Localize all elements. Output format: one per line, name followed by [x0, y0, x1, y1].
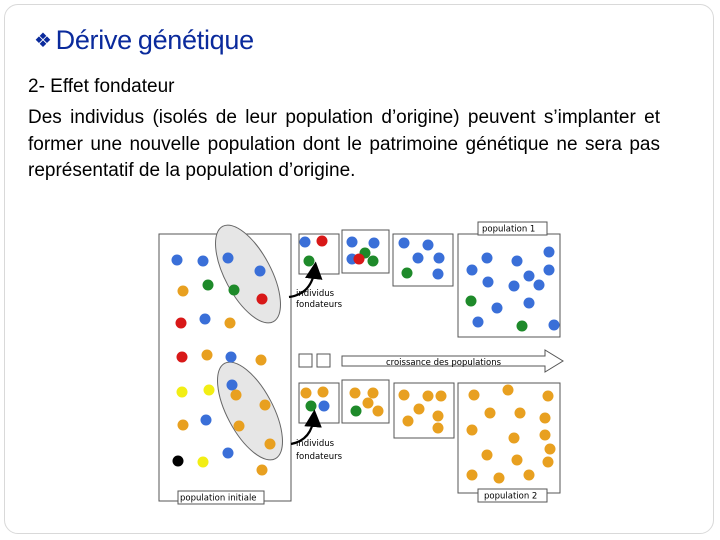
individual-blue — [524, 298, 535, 309]
individual-orange — [515, 408, 526, 419]
individual-blue — [544, 265, 555, 276]
individual-orange — [485, 408, 496, 419]
individual-blue — [433, 269, 444, 280]
individual-blue — [549, 320, 560, 331]
individual-orange — [540, 430, 551, 441]
individual-orange — [399, 390, 410, 401]
individual-orange — [256, 355, 267, 366]
individual-blue — [347, 237, 358, 248]
individual-blue — [512, 256, 523, 267]
individual-red — [177, 352, 188, 363]
individual-blue — [524, 271, 535, 282]
individual-orange — [433, 411, 444, 422]
individual-orange — [225, 318, 236, 329]
population-initiale-label: population initiale — [180, 493, 257, 504]
individual-orange — [257, 465, 268, 476]
individual-orange — [363, 398, 374, 409]
individual-red — [176, 318, 187, 329]
individual-green — [306, 401, 317, 412]
individual-orange — [373, 406, 384, 417]
individual-orange — [512, 455, 523, 466]
individual-orange — [403, 416, 414, 427]
diamond-bullet-icon: ❖ — [34, 29, 52, 52]
individual-red — [354, 254, 365, 265]
individual-blue — [467, 265, 478, 276]
individual-blue — [300, 237, 311, 248]
individual-orange — [543, 391, 554, 402]
individual-blue — [482, 253, 493, 264]
individual-blue — [413, 253, 424, 264]
founders-label-bottom-line2: fondateurs — [296, 452, 343, 462]
individual-blue — [223, 448, 234, 459]
individual-orange — [178, 286, 189, 297]
section-subtitle: 2- Effet fondateur — [28, 76, 175, 97]
founders-label-top-line1: individus — [296, 289, 335, 299]
individual-orange — [178, 420, 189, 431]
individual-orange — [260, 400, 271, 411]
individual-blue — [434, 253, 445, 264]
individual-orange — [423, 391, 434, 402]
individual-blue — [201, 415, 212, 426]
individual-orange — [414, 404, 425, 415]
individual-yellow — [177, 387, 188, 398]
individual-blue — [492, 303, 503, 314]
individual-yellow — [204, 385, 215, 396]
individual-orange — [368, 388, 379, 399]
individual-yellow — [198, 457, 209, 468]
individual-blue — [544, 247, 555, 258]
individual-orange — [494, 473, 505, 484]
individual-blue — [483, 277, 494, 288]
individual-orange — [482, 450, 493, 461]
individual-orange — [540, 413, 551, 424]
individual-orange — [301, 388, 312, 399]
individual-green — [351, 406, 362, 417]
individual-orange — [524, 470, 535, 481]
individual-black — [173, 456, 184, 467]
founders-label-top-line2: fondateurs — [296, 300, 343, 310]
individual-orange — [202, 350, 213, 361]
legend-square-2 — [317, 354, 330, 367]
growth-label: croissance des populations — [386, 358, 502, 368]
individual-orange — [318, 387, 329, 398]
individual-blue — [226, 352, 237, 363]
individual-orange — [467, 425, 478, 436]
individual-blue — [255, 266, 266, 277]
individual-red — [317, 236, 328, 247]
individual-green — [368, 256, 379, 267]
individual-orange — [436, 391, 447, 402]
description-paragraph: Des individus (isolés de leur population d’origine) peuvent s’implanter et former une nouvelle population dont le patrimoine génétique ne sera pas représentatif de la population d’origine. — [28, 107, 660, 181]
individual-green — [304, 256, 315, 267]
individual-green — [402, 268, 413, 279]
individual-orange — [469, 390, 480, 401]
individual-green — [517, 321, 528, 332]
title-word-2: génétique — [137, 24, 254, 55]
individual-blue — [423, 240, 434, 251]
title-word-1: Dérive — [55, 24, 132, 55]
individual-blue — [399, 238, 410, 249]
individual-blue — [200, 314, 211, 325]
individual-blue — [227, 380, 238, 391]
individual-blue — [369, 238, 380, 249]
individual-green — [229, 285, 240, 296]
individual-blue — [198, 256, 209, 267]
individual-orange — [509, 433, 520, 444]
individual-orange — [265, 439, 276, 450]
individual-orange — [231, 390, 242, 401]
individual-orange — [433, 423, 444, 434]
individual-blue — [509, 281, 520, 292]
founders-label-bottom-line1: individus — [296, 439, 335, 449]
legend-square-1 — [299, 354, 312, 367]
population-2-label: population 2 — [484, 491, 538, 502]
individual-orange — [503, 385, 514, 396]
individual-red — [257, 294, 268, 305]
individual-blue — [473, 317, 484, 328]
individual-orange — [350, 388, 361, 399]
population-1-label: population 1 — [482, 224, 536, 235]
individual-blue — [223, 253, 234, 264]
individual-green — [466, 296, 477, 307]
individual-orange — [234, 421, 245, 432]
individual-blue — [319, 401, 330, 412]
individual-green — [203, 280, 214, 291]
individual-blue — [172, 255, 183, 266]
individual-orange — [545, 444, 556, 455]
individual-blue — [534, 280, 545, 291]
individual-orange — [467, 470, 478, 481]
individual-orange — [543, 457, 554, 468]
